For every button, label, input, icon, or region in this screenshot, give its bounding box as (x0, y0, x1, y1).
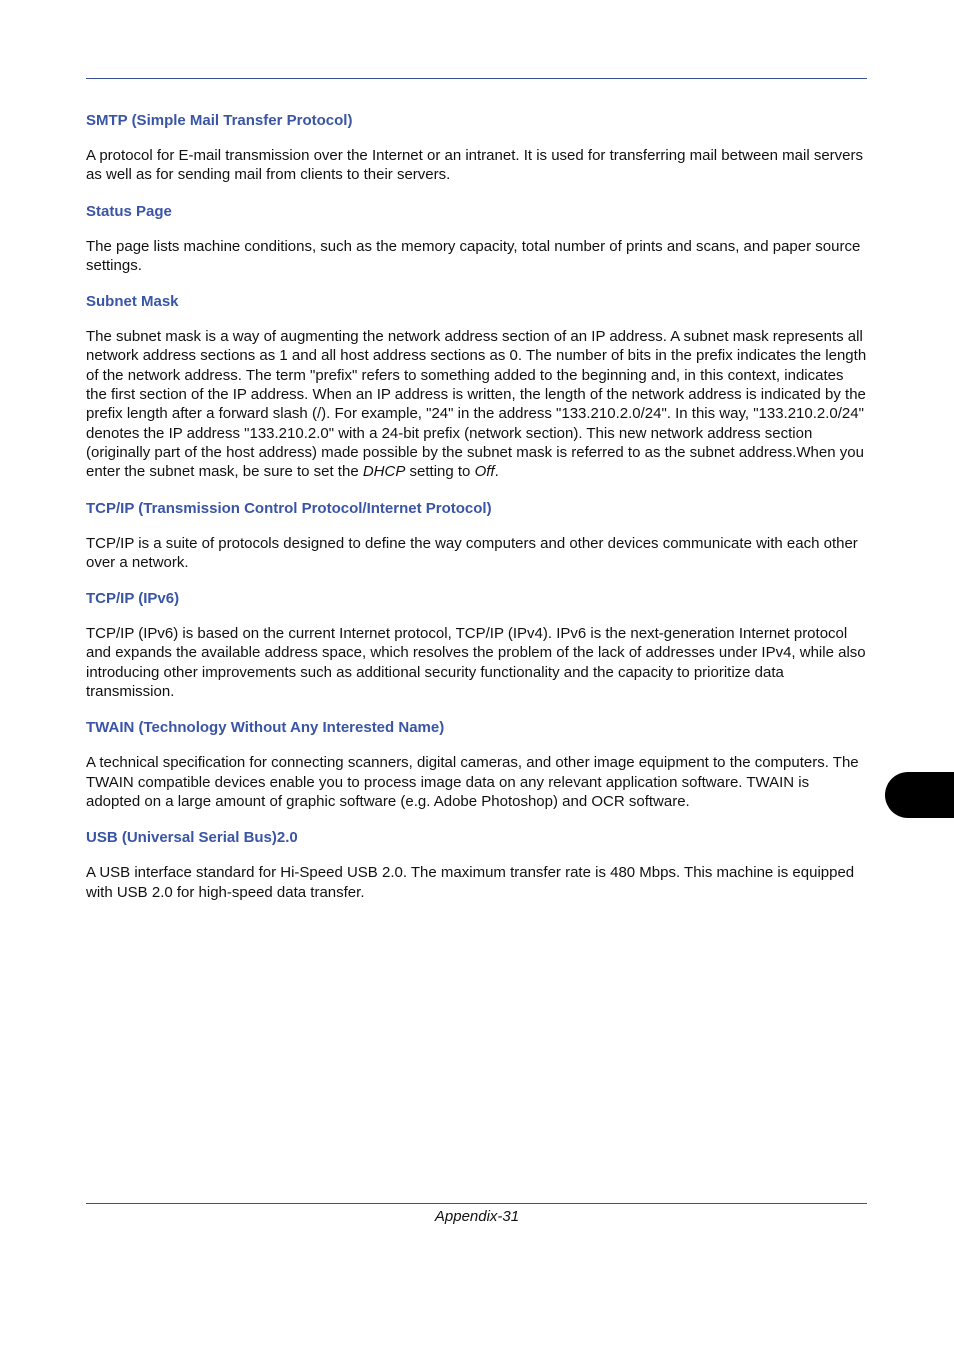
glossary-entry-usb (86, 828, 867, 902)
glossary-entry-status-page (86, 202, 867, 276)
glossary-entry-subnet-mask (86, 292, 867, 481)
setting-name-dhcp: DHCP (362, 463, 406, 481)
definition-text: setting to (405, 463, 475, 481)
glossary-term: Status Page (86, 202, 172, 220)
glossary-term: SMTP (Simple Mail Transfer Protocol) (86, 112, 353, 129)
glossary-definition: A USB interface standard for Hi-Speed USB 2.0. The maximum transfer rate is 480 Mbps. This machine is equipped with USB 2.0 for high-speed data transfer. (86, 864, 855, 901)
chapter-tab (885, 772, 954, 818)
glossary-term: TCP/IP (IPv6) (86, 590, 180, 608)
glossary-entry-tcp-ip (86, 499, 867, 573)
glossary-definition: TCP/IP is a suite of protocols designed to define the way computers and other devices communicate with each other over a network. (86, 534, 858, 571)
page-number: Appendix-31 (434, 1208, 520, 1225)
header-rule (86, 78, 867, 79)
glossary-definition: The page lists machine conditions, such as the memory capacity, total number of prints and scans, and paper source settings. (86, 237, 861, 274)
glossary-term: Subnet Mask (86, 293, 179, 311)
footer-rule (86, 1203, 867, 1204)
glossary-entry-smtp (86, 111, 867, 185)
definition-text: The subnet mask is a way of augmenting the network address section of an IP address. A subnet mask represents all network address sections as 1 and all host address sections as 0. The number of bits in the prefix indicates the length of the network address. The term "prefix" refers to something added to the beginning and, in this context, indicates the first section of the IP address. When an IP address is written, the length of the network address is indicated by the prefix length after a forward slash (/). For example, "24" in the address "133.210.2.0/24". In this way, "133.210.2.0/24" denotes the IP address "133.210.2.0" with a 24-bit prefix (network section). This new network address section (originally part of the host address) made possible by the subnet mask is referred to as the subnet address.When you enter the subnet mask, be sure to set the (86, 328, 867, 481)
glossary-entry-twain (86, 718, 867, 811)
glossary-content (86, 111, 867, 919)
setting-value-off: Off (474, 463, 495, 481)
definition-text: . (494, 463, 499, 481)
glossary-term: USB (Universal Serial Bus)2.0 (86, 829, 298, 847)
glossary-definition (86, 327, 867, 481)
glossary-entry-tcp-ip-ipv6 (86, 589, 867, 701)
glossary-definition: TCP/IP (IPv6) is based on the current Internet protocol, TCP/IP (IPv4). IPv6 is the next-generation Internet protocol and expands the available address space, which resolves the problem of the lack of addresses under IPv4, while also introducing other improvements such as additional security functionality and the capacity to prioritize data transmission. (86, 625, 866, 701)
glossary-definition: A protocol for E-mail transmission over the Internet or an intranet. It is used for transferring mail between mail servers as well as for sending mail from clients to their servers. (86, 147, 863, 184)
glossary-term: TCP/IP (Transmission Control Protocol/Internet Protocol) (86, 499, 492, 517)
glossary-term: TWAIN (Technology Without Any Interested Name) (86, 719, 445, 737)
glossary-definition: A technical specification for connecting scanners, digital cameras, and other image equipment to the computers. The TWAIN compatible devices enable you to process image data on any relevant application software. TWAIN is adopted on a large amount of graphic software (e.g. Adobe Photoshop) and OCR software. (86, 754, 859, 810)
